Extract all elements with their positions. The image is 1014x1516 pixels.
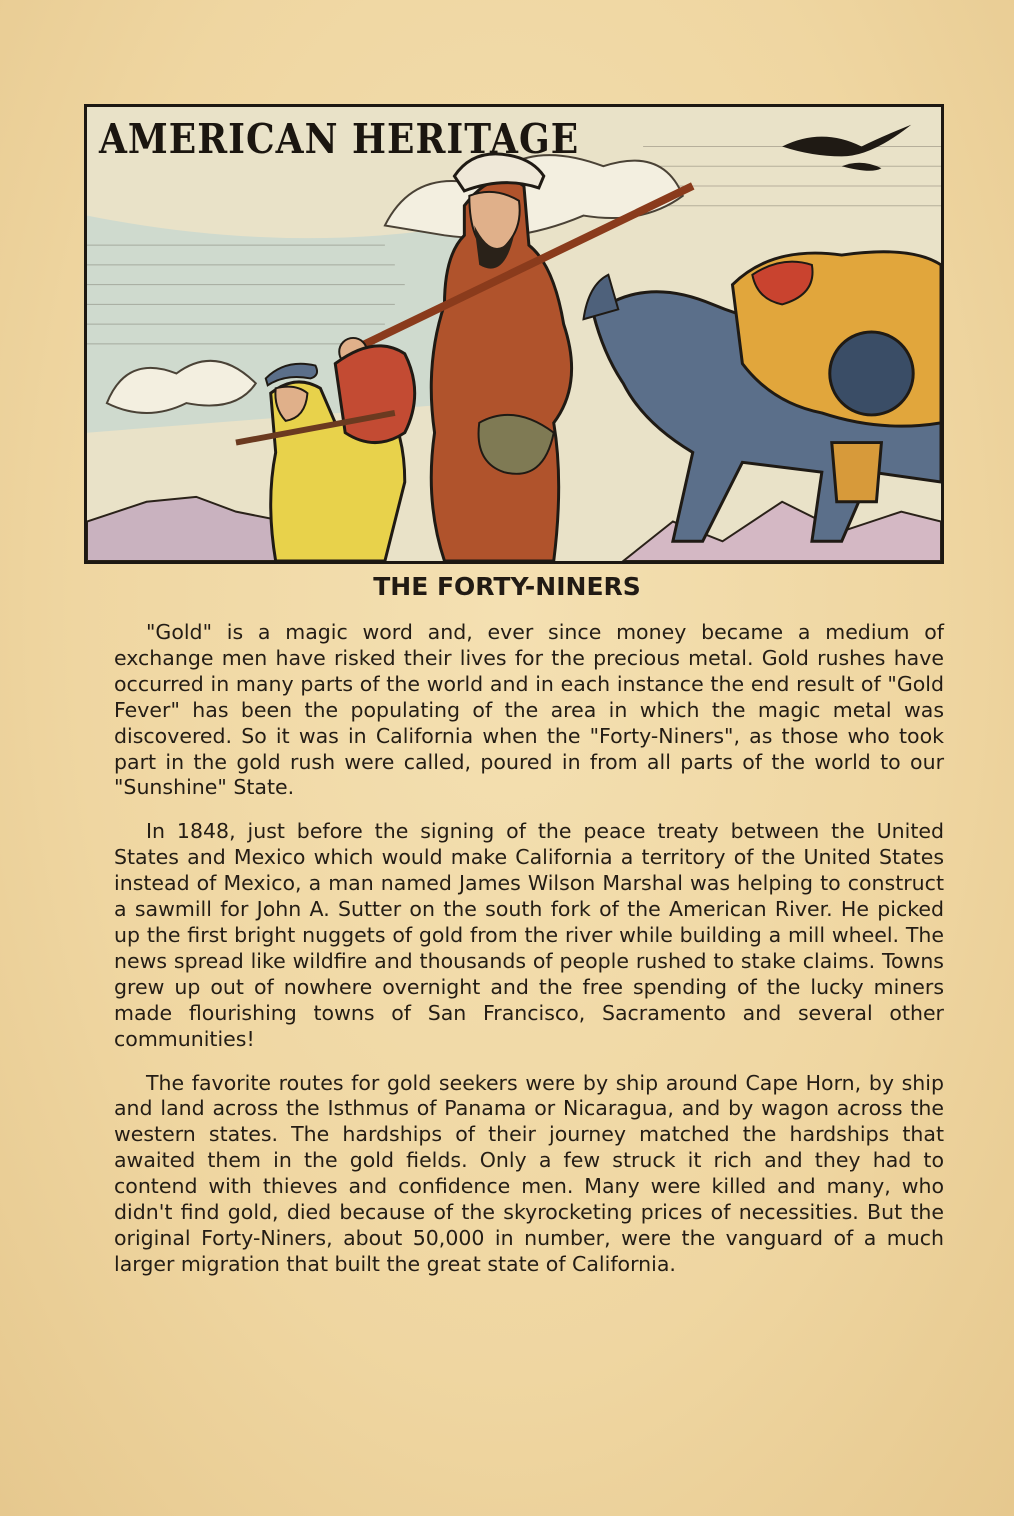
paragraph: In 1848, just before the signing of the peace treaty between the United States and Mexico which would make California a territory of the United States instead of Mexico, a man named James Wilson Marshal was helping to construct a sawmill for John A. Sutter on the south fork of the American River. He picked up the first bright nuggets of gold from the river while building a mill wheel. The news spread like wildfire and thousands of people rushed to stake claims. Towns grew up out of nowhere overnight and the free spending of the lucky miners made flourishing towns of San Francisco, Sacramento and several other communities! xyxy=(114,819,944,1051)
illustration-panel xyxy=(84,104,944,564)
series-title: AMERICAN HERITAGE xyxy=(99,115,580,164)
paragraph: The favorite routes for gold seekers were by ship around Cape Horn, by ship and land across the Isthmus of Panama or Nicaragua, and by wagon across the western states. The hardships of their journey matched the hardships that awaited them in the gold fields. Only a few struck it rich and they had to contend with thieves and confidence men. Many were killed and many, who didn't find gold, died because of the skyrocketing prices of necessities. But the original Forty-Niners, about 50,000 in number, were the vanguard of a much larger migration that built the great state of California. xyxy=(114,1070,944,1276)
paragraph: "Gold" is a magic word and, ever since money became a medium of exchange men have risked their lives for the precious metal. Gold rushes have occurred in many parts of the world and in each instance the end result of "Gold Fever" has been the populating of the area in which the magic metal was discovered. So it was in California when the "Forty-Niners", as those who took part in the gold rush were called, poured in from all parts of the world to our "Sunshine" State. xyxy=(114,620,944,800)
forty-niners-illustration xyxy=(87,107,941,561)
article-body xyxy=(114,620,944,1296)
article-title: THE FORTY-NINERS xyxy=(373,572,641,601)
